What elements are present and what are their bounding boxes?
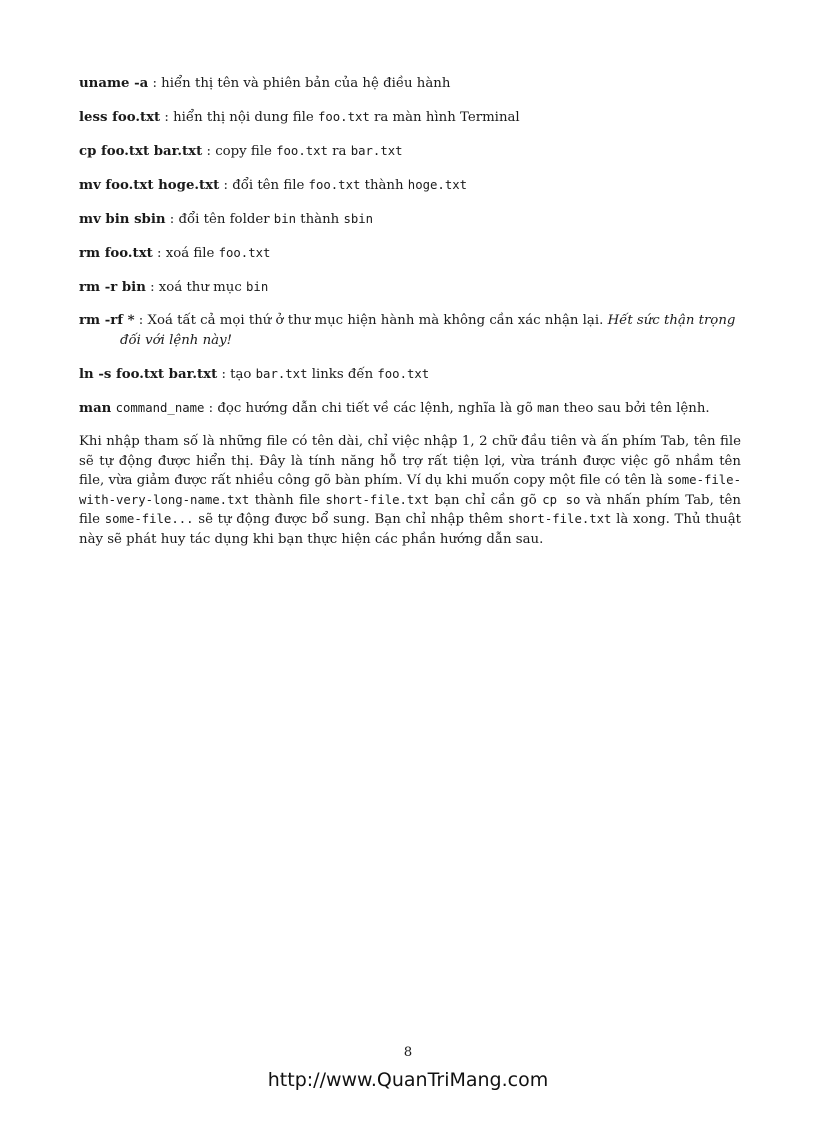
inline-code: hoge.txt: [407, 178, 468, 192]
body-text: : đọc hướng dẫn chi tiết về các lệnh, nghĩa là gõ: [204, 401, 538, 416]
command-name: rm -r bin: [79, 280, 146, 295]
inline-code: sbin: [343, 212, 374, 226]
body-text: thành: [360, 178, 408, 193]
command-list: [79, 74, 741, 419]
body-text: Khi nhập tham số là những file có tên dài, chỉ việc nhập 1, 2 chữ đầu tiên và ấn phím Tab, tên file sẽ tự động được hiển thị. Đây là tính năng hỗ trợ rất tiện lợi, vừa tránh được việc gõ nhầm tên file, vừa giảm được rất nhiều công gõ bàn phím. Ví dụ khi muốn copy một file có tên là: [79, 434, 741, 488]
body-text: links đến: [307, 367, 378, 382]
command-entry: [79, 398, 741, 419]
command-name: ln -s foo.txt bar.txt: [79, 367, 218, 382]
command-name: mv bin sbin: [79, 212, 166, 227]
body-text: : tạo: [217, 367, 256, 382]
command-entry: [79, 311, 741, 351]
command-name: man: [79, 401, 112, 416]
document-body: [79, 74, 741, 549]
tab-completion-paragraph: [79, 432, 741, 549]
command-entry: [79, 209, 741, 230]
inline-code: bar.txt: [255, 367, 308, 381]
inline-code: cp so: [542, 492, 581, 507]
body-text: ra màn hình Terminal: [369, 110, 520, 125]
body-text: ra: [327, 144, 351, 159]
body-text: và nhấn phím Tab, tên file: [79, 492, 741, 527]
footer-url: http://www.QuanTriMang.com: [267, 1069, 549, 1091]
inline-code: bar.txt: [350, 144, 403, 158]
command-name: rm foo.txt: [79, 246, 153, 261]
body-text: là xong. Thủ thuật này sẽ phát huy tác dụng khi bạn thực hiện các phần hướng dẫn sau.: [79, 512, 742, 547]
inline-code: man: [537, 401, 560, 415]
body-text: sẽ tự động được bổ sung. Bạn chỉ nhập thêm: [193, 512, 508, 527]
inline-code: bin: [246, 280, 269, 294]
command-name: cp foo.txt bar.txt: [79, 144, 203, 159]
inline-code: foo.txt: [317, 110, 370, 124]
body-text: thành: [296, 212, 344, 227]
emphasis-text: Hết sức thận trọng đối với lệnh này!: [120, 313, 736, 348]
inline-code: some-file-with-very-long-name.txt: [79, 473, 741, 507]
inline-code: short-file.txt: [507, 512, 612, 526]
command-argument: command_name: [115, 401, 205, 415]
body-text: : đổi tên file: [219, 178, 309, 193]
body-text: : đổi tên folder: [165, 212, 274, 227]
inline-code: short-file.txt: [325, 492, 430, 507]
inline-code: foo.txt: [377, 367, 430, 381]
command-name: rm -rf *: [79, 313, 135, 328]
body-text: : hiển thị tên và phiên bản của hệ điều hành: [148, 76, 451, 91]
command-entry: [79, 141, 741, 162]
page-number: 8: [403, 1045, 413, 1060]
command-entry: [79, 175, 741, 196]
inline-code: foo.txt: [218, 246, 271, 260]
command-name: less foo.txt: [79, 110, 161, 125]
body-text: bạn chỉ cần gõ: [429, 492, 543, 508]
inline-code: foo.txt: [308, 178, 361, 192]
body-text: theo sau bởi tên lệnh.: [559, 401, 710, 416]
command-entry: [79, 243, 741, 264]
command-entry: [79, 107, 741, 128]
command-entry: [79, 74, 741, 94]
inline-code: foo.txt: [276, 144, 328, 158]
body-text: : copy file: [202, 144, 277, 159]
body-text: thành file: [249, 492, 326, 508]
command-entry: [79, 364, 741, 385]
body-text: : Xoá tất cả mọi thứ ở thư mục hiện hành mà không cần xác nhận lại.: [134, 313, 608, 328]
body-text: : xoá file: [152, 246, 219, 261]
inline-code: some-file...: [104, 512, 194, 526]
inline-code: bin: [273, 212, 297, 226]
command-entry: [79, 277, 741, 298]
body-text: : xoá thư mục: [145, 280, 247, 295]
command-name: mv foo.txt hoge.txt: [79, 178, 220, 193]
body-text: : hiển thị nội dung file: [160, 110, 318, 125]
command-name: uname -a: [79, 76, 149, 91]
